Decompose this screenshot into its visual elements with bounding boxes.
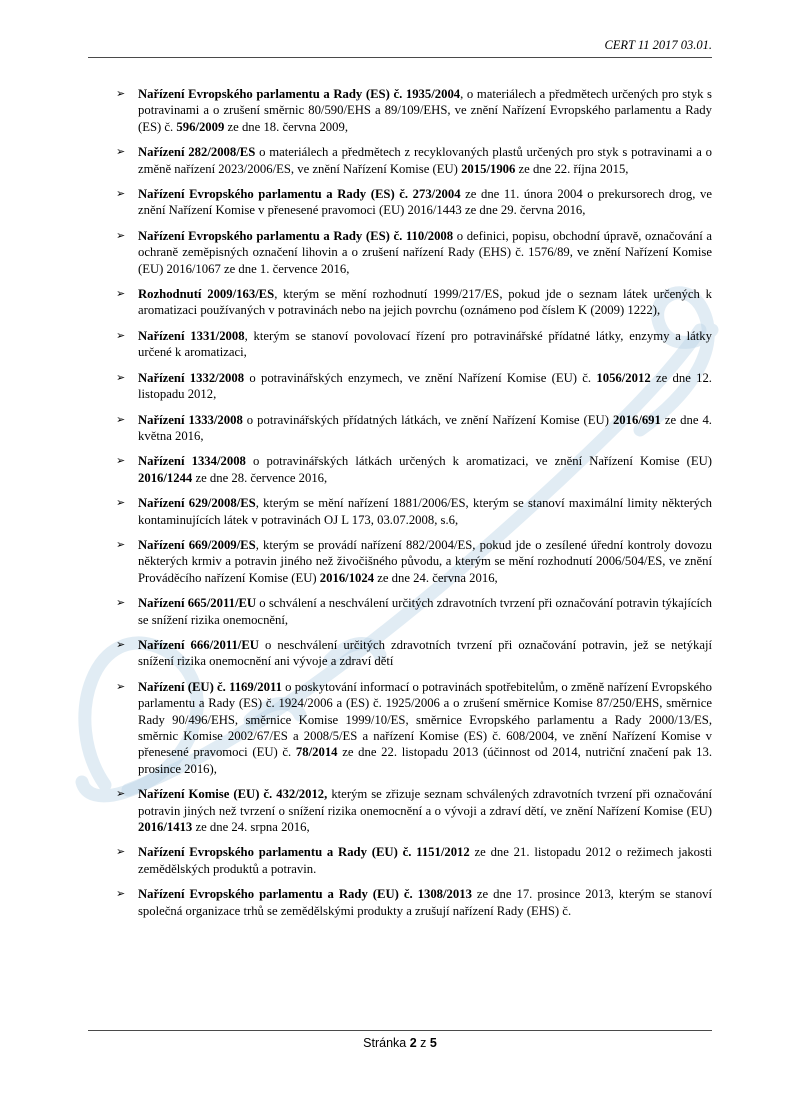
list-item	[116, 228, 712, 277]
list-item	[116, 637, 712, 670]
bullet-arrow-icon: ➢	[116, 637, 126, 651]
document-code: CERT 11 2017 03.01.	[604, 38, 712, 52]
item-text: Nařízení Evropského parlamentu a Rady (EU) č. 1151/2012 ze dne 21. listopadu 2012 o režimech jakosti zemědělských produktů a potravin.	[138, 845, 712, 876]
item-text: Rozhodnutí 2009/163/ES, kterým se mění rozhodnutí 1999/217/ES, pokud jde o seznam látek určených k aromatizaci používaných v potravinách nebo na jejich povrchu (oznámeno pod číslem K (2009) 1222),	[138, 287, 712, 318]
item-text: Nařízení 629/2008/ES, kterým se mění nařízení 1881/2006/ES, kterým se stanoví maximální limity některých kontaminujících látek v potravinách OJ L 173, 03.07.2008, s.6,	[138, 496, 713, 527]
list-item	[116, 786, 712, 835]
item-text: Nařízení 1334/2008 o potravinářských látkách určených k aromatizaci, ve znění Nařízení Komise (EU) 2016/1244 ze dne 28. července 2016,	[138, 454, 712, 485]
item-text: Nařízení Evropského parlamentu a Rady (ES) č. 110/2008 o definici, popisu, obchodní úpravě, označování a ochraně zeměpisných označení lihovin a o zrušení nařízení Rady (EHS) č. 1576/89, ve znění Nařízení Komise (EU) 2016/1067 ze dne 1. července 2016,	[138, 228, 712, 276]
list-item	[116, 679, 712, 777]
bullet-arrow-icon: ➢	[116, 537, 126, 551]
bullet-arrow-icon: ➢	[116, 787, 126, 801]
item-text: Nařízení Evropského parlamentu a Rady (ES) č. 273/2004 ze dne 11. února 2004 o prekursorech drog, ve znění Nařízení Komise v přenesené pravomoci (EU) 2016/1443 ze dne 29. června 2016,	[138, 187, 712, 218]
bullet-arrow-icon: ➢	[116, 412, 126, 426]
bullet-arrow-icon: ➢	[116, 845, 126, 859]
item-text: Nařízení Komise (EU) č. 432/2012, kterým se zřizuje seznam schválených zdravotních tvrzení při označování potravin jiných než tvrzení o snížení rizika onemocnění a o vývoji a zdraví dětí, ve znění Nařízení Komise (EU) 2016/1413 ze dne 24. srpna 2016,	[138, 787, 712, 835]
list-item	[116, 370, 712, 403]
list-item	[116, 495, 712, 528]
bullet-arrow-icon: ➢	[116, 679, 126, 693]
regulation-list	[88, 86, 712, 919]
item-text: Nařízení 1333/2008 o potravinářských přídatných látkách, ve znění Nařízení Komise (EU) 2016/691 ze dne 4. května 2016,	[138, 412, 712, 443]
item-text: Nařízení Evropského parlamentu a Rady (EU) č. 1308/2013 ze dne 17. prosince 2013, kterým se stanoví společná organizace trhů se zemědělskými produkty a zrušují nařízení Rady (EHS) č.	[138, 887, 712, 918]
bullet-arrow-icon: ➢	[116, 87, 126, 100]
list-item	[116, 86, 712, 135]
bullet-arrow-icon: ➢	[116, 228, 126, 242]
item-text: Nařízení 665/2011/EU o schválení a neschválení určitých zdravotních tvrzení při označování potravin týkajících se snížení rizika onemocnění,	[138, 596, 712, 627]
page-indicator: Stránka 2 z 5	[363, 1036, 437, 1050]
bullet-arrow-icon: ➢	[116, 454, 126, 468]
header	[88, 38, 712, 58]
bullet-arrow-icon: ➢	[116, 887, 126, 901]
document-body	[88, 86, 712, 928]
list-item	[116, 453, 712, 486]
list-item	[116, 286, 712, 319]
list-item	[116, 844, 712, 877]
list-item	[116, 595, 712, 628]
bullet-arrow-icon: ➢	[116, 187, 126, 201]
bullet-arrow-icon: ➢	[116, 145, 126, 159]
item-text: Nařízení 666/2011/EU o neschválení určitých zdravotních tvrzení při označování potravin, jež se netýkají snížení rizika onemocnění ani vývoje a zdraví dětí	[138, 637, 712, 669]
header-rule	[88, 57, 712, 58]
list-item	[116, 412, 712, 445]
list-item	[116, 186, 712, 219]
footer	[88, 1030, 712, 1050]
list-item	[116, 886, 712, 919]
list-item	[116, 328, 712, 361]
list-item	[116, 144, 712, 177]
item-text: Nařízení Evropského parlamentu a Rady (ES) č. 1935/2004, o materiálech a předmětech určených pro styk s potravinami a o zrušení směrnic 80/590/EHS a 89/109/EHS, ve znění Nařízení Evropského parlamentu a Rady (ES) č. 596/2009 ze dne 18. června 2009,	[138, 87, 712, 134]
list-item	[116, 537, 712, 586]
item-text: Nařízení 282/2008/ES o materiálech a předmětech z recyklovaných plastů určených pro styk s potravinami a o změně nařízení 2023/2006/ES, ve znění Nařízení Komise (EU) 2015/1906 ze dne 22. října 2015,	[138, 145, 713, 176]
item-text: Nařízení 1332/2008 o potravinářských enzymech, ve znění Nařízení Komise (EU) č. 1056/2012 ze dne 12. listopadu 2012,	[138, 370, 712, 402]
bullet-arrow-icon: ➢	[116, 287, 126, 301]
item-text: Nařízení (EU) č. 1169/2011 o poskytování informací o potravinách spotřebitelům, o změně nařízení Evropského parlamentu a Rady (ES) č. 1924/2006 a (ES) č. 1925/2006 a o zrušení směrnice Komise 87/250/EHS, směrnice Rady 90/496/EHS, směrnice Komise 1999/10/ES, směrnice Evropského parlamentu a Rady 2000/13/ES, směrnic Komise 2002/67/ES a 2008/5/ES a nařízení Komise (ES) č. 608/2004, ve znění Nařízení Komise v přenesené pravomoci (EU) č. 78/2014 ze dne 22. listopadu 2013 (účinnost od 2014, nutriční značení pak 13. prosince 2016),	[138, 679, 712, 776]
item-text: Nařízení 1331/2008, kterým se stanoví povolovací řízení pro potravinářské přídatné látky, enzymy a látky určené k aromatizaci,	[138, 328, 712, 360]
bullet-arrow-icon: ➢	[116, 496, 126, 510]
bullet-arrow-icon: ➢	[116, 596, 126, 610]
bullet-arrow-icon: ➢	[116, 370, 126, 384]
bullet-arrow-icon: ➢	[116, 328, 126, 342]
item-text: Nařízení 669/2009/ES, kterým se provádí nařízení 882/2004/ES, pokud jde o zesílené úřední kontroly dovozu některých krmiv a potravin jiného než živočišného původu, a kterým se mění rozhodnutí 2006/504/ES, ve znění Prováděcího nařízení Komise (EU) 2016/1024 ze dne 24. června 2016,	[138, 537, 712, 585]
